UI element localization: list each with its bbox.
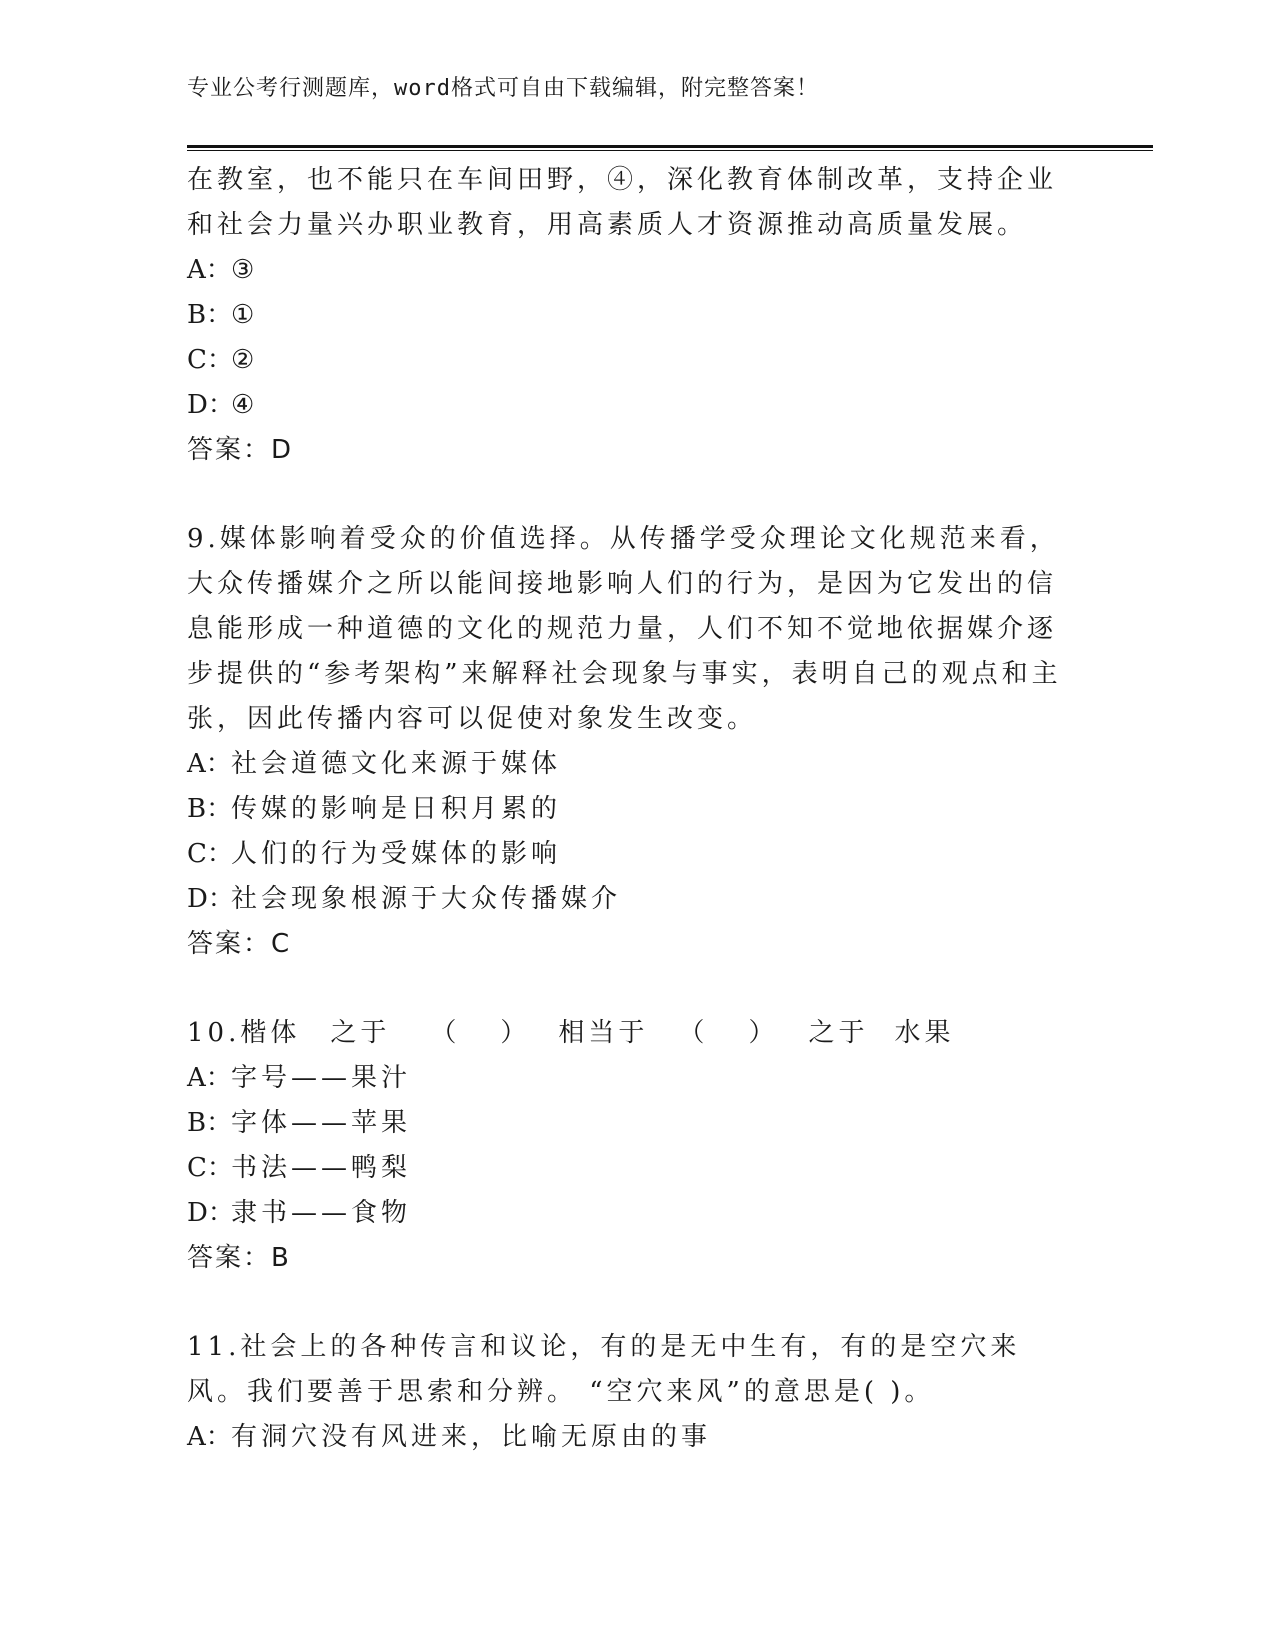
option-letter: A： (187, 1422, 232, 1452)
answer-line: 答案：D (187, 435, 294, 465)
question-text: 在教室，也不能只在车间田野，④，深化教育体制改革，支持企业和社会力量兴办职业教育，用高素质人才资源推动高质量发展。 (187, 165, 1058, 240)
option-text: 社会现象根源于大众传播媒介 (231, 884, 622, 914)
question-8-continued (187, 158, 1067, 473)
analogy-term: 水果 (894, 1018, 955, 1048)
option-a (187, 1056, 1067, 1101)
question-11 (187, 1325, 1067, 1460)
analogy-connector: 相当于 (558, 1018, 649, 1048)
option-text: ② (231, 345, 259, 375)
option-d (187, 383, 1067, 428)
analogy-term: 10.楷体 (187, 1018, 301, 1048)
option-letter: C： (187, 839, 233, 869)
option-a (187, 1415, 1067, 1460)
option-text: 人们的行为受媒体的影响 (231, 839, 562, 869)
option-a (187, 742, 1067, 787)
option-letter: B： (187, 300, 233, 330)
question-9 (187, 517, 1067, 967)
question-text: 9.媒体影响着受众的价值选择。从传播学受众理论文化规范来看，大众传播媒介之所以能间接地影响人们的行为，是因为它发出的信息能形成一种道德的文化的规范力量，人们不知不觉地依据媒介逐步提供的“参考架构”来解释社会现象与事实，表明自己的观点和主张，因此传播内容可以促使对象发生改变。 (187, 524, 1062, 734)
option-text: 字号——果汁 (231, 1063, 412, 1093)
option-b (187, 293, 1067, 338)
option-c (187, 338, 1067, 383)
option-d (187, 877, 1067, 922)
option-letter: D： (187, 884, 234, 914)
option-text: 传媒的影响是日积月累的 (231, 794, 562, 824)
question-text (187, 1011, 1067, 1056)
option-text: ① (231, 300, 259, 330)
header-rule-thick (187, 145, 1153, 148)
option-letter: A： (187, 255, 232, 285)
option-text: 有洞穴没有风进来，比喻无原由的事 (231, 1422, 712, 1452)
option-d (187, 1191, 1067, 1236)
option-letter: A： (187, 1063, 232, 1093)
option-letter: D： (187, 390, 234, 420)
analogy-connector: 之于 (330, 1018, 391, 1048)
option-text: 书法——鸭梨 (231, 1153, 412, 1183)
blank-open: （ (678, 1018, 709, 1048)
option-letter: C： (187, 1153, 233, 1183)
option-a (187, 248, 1067, 293)
option-c (187, 832, 1067, 877)
option-text: ④ (231, 390, 259, 420)
option-b (187, 787, 1067, 832)
option-text: 社会道德文化来源于媒体 (231, 749, 562, 779)
blank-open: （ (430, 1018, 461, 1048)
analogy-connector: 之于 (808, 1018, 869, 1048)
option-letter: C： (187, 345, 233, 375)
option-text: ③ (231, 255, 259, 285)
question-content (187, 158, 1067, 1460)
answer-line: 答案：C (187, 929, 292, 959)
option-text: 隶书——食物 (231, 1198, 412, 1228)
blank-close: ） (500, 1018, 531, 1048)
question-10 (187, 1011, 1067, 1281)
option-letter: B： (187, 794, 233, 824)
option-c (187, 1146, 1067, 1191)
option-b (187, 1101, 1067, 1146)
option-text: 字体——苹果 (231, 1108, 412, 1138)
page-header: 专业公考行测题库，word格式可自由下载编辑，附完整答案！ (187, 76, 819, 101)
option-letter: D： (187, 1198, 234, 1228)
answer-line: 答案：B (187, 1243, 291, 1273)
header-rule-thin (187, 150, 1153, 151)
option-letter: A： (187, 749, 232, 779)
option-letter: B： (187, 1108, 233, 1138)
blank-close: ） (748, 1018, 779, 1048)
question-text: 11.社会上的各种传言和议论，有的是无中生有，有的是空穴来风。我们要善于思索和分辨。 “空穴来风”的意思是( )。 (187, 1332, 1021, 1407)
